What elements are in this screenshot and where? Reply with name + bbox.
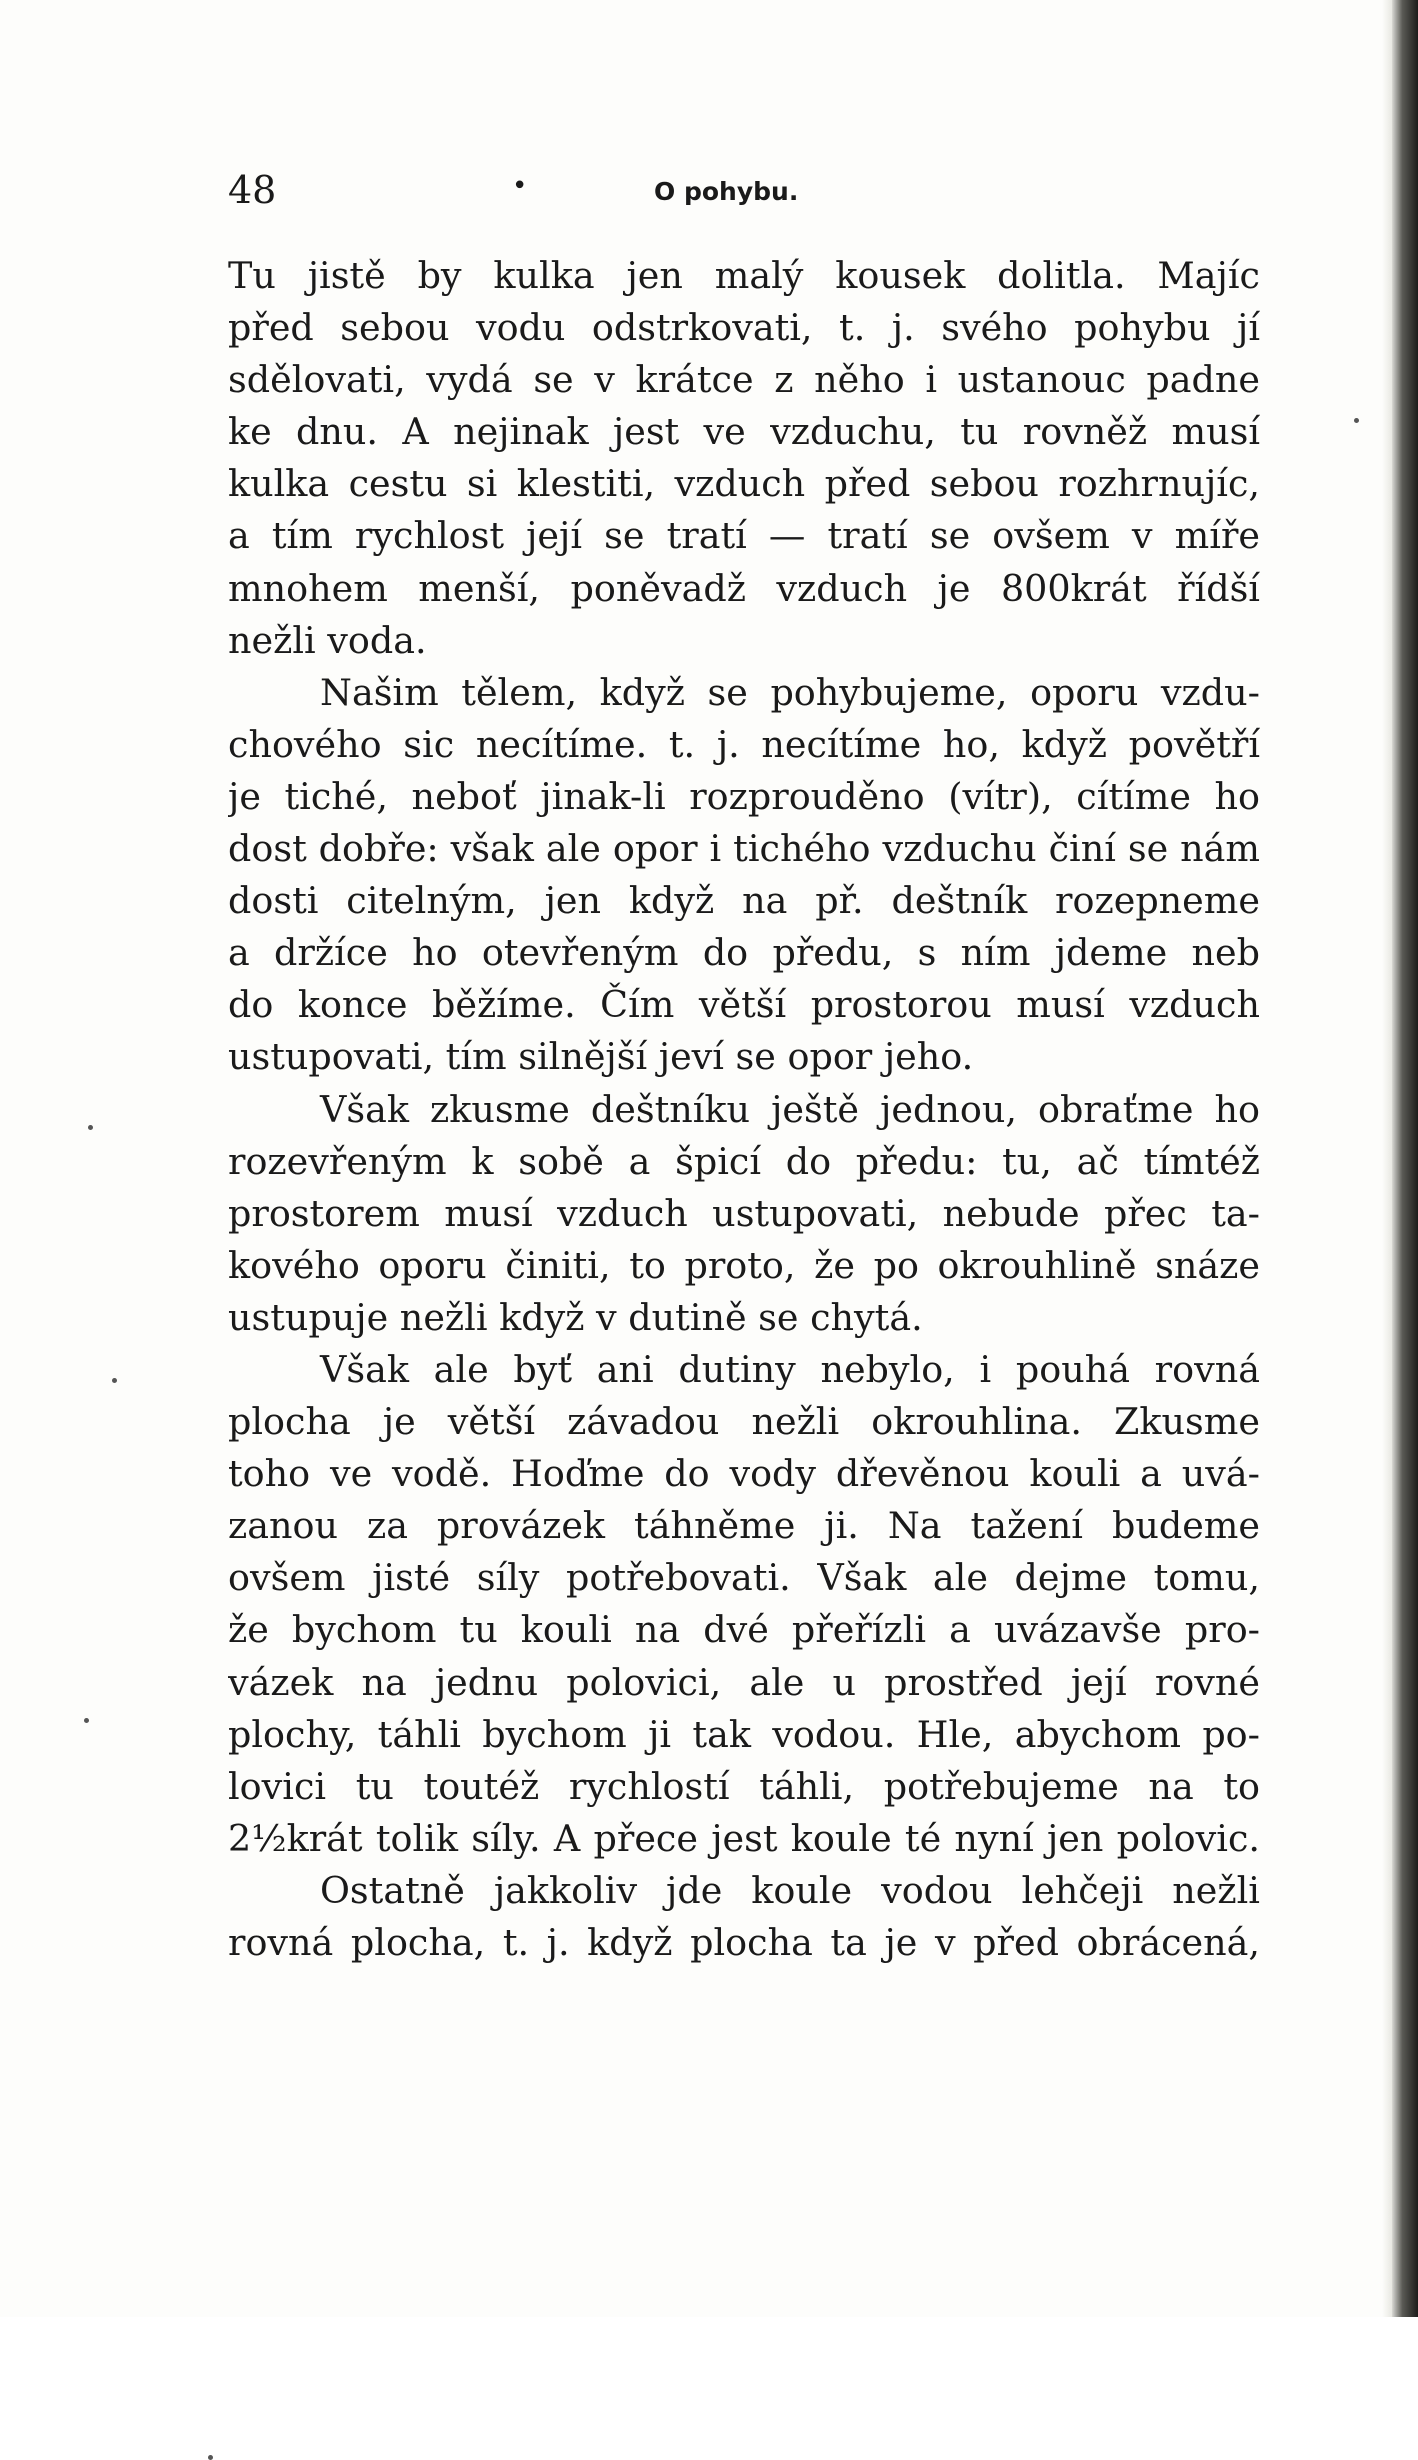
- text-line: mnohem menší, poněvadž vzduch je 800krát řídší: [228, 566, 1260, 610]
- text-line: Však zkusme deštníku ještě jednou, obraťme ho: [320, 1087, 1260, 1131]
- paper-speck: [88, 1125, 93, 1130]
- paper-speck: [1354, 418, 1359, 423]
- text-line: Ostatně jakkoliv jde koule vodou lehčeji nežli: [320, 1868, 1260, 1912]
- text-line: prostorem musí vzduch ustupovati, nebude přec ta-: [228, 1191, 1260, 1235]
- text-line: Však ale byť ani dutiny nebylo, i pouhá rovná: [320, 1347, 1260, 1391]
- text-line: ovšem jisté síly potřebovati. Však ale dejme tomu,: [228, 1556, 1260, 1600]
- paper-speck: [112, 1378, 117, 1383]
- text-line: lovici tu toutéž rychlostí táhli, potřebujeme na to: [228, 1764, 1260, 1808]
- page-gutter-shadow: [1382, 0, 1392, 2317]
- text-line: ke dnu. A nejinak jest ve vzduchu, tu rovněž musí: [228, 410, 1260, 454]
- text-line: ustupovati, tím silnější jeví se opor jeho.: [228, 1035, 974, 1079]
- text-line: kového oporu činiti, to proto, že po okrouhlině snáze: [228, 1243, 1260, 1287]
- text-line: ustupuje nežli když v dutině se chytá.: [228, 1295, 923, 1339]
- text-line: a tím rychlost její se tratí — tratí se ovšem v míře: [228, 514, 1260, 558]
- text-line: dost dobře: však ale opor i tichého vzduchu činí se nám: [228, 827, 1260, 871]
- text-line: 2½krát tolik síly. A přece jest koule té nyní jen polovic.: [228, 1816, 1260, 1860]
- text-line: dosti citelným, jen když na př. deštník rozepneme: [228, 879, 1260, 923]
- paper-speck: [84, 1718, 89, 1723]
- page-binding-edge: [1392, 0, 1418, 2317]
- text-line: Tu jistě by kulka jen malý kousek dolitla. Majíc: [228, 254, 1260, 297]
- text-line: plocha je větší závadou nežli okrouhlina. Zkusme: [228, 1400, 1260, 1444]
- text-line: před sebou vodu odstrkovati, t. j. svého pohybu jí: [228, 306, 1260, 350]
- page-number: 48: [228, 168, 277, 212]
- text-line: a držíce ho otevřeným do předu, s ním jdeme neb: [228, 931, 1260, 975]
- text-line: sdělovati, vydá se v krátce z něho i ustanouc padne: [228, 358, 1260, 402]
- text-line: toho ve vodě. Hoďme do vody dřevěnou kouli a uvá-: [228, 1452, 1260, 1496]
- running-title: O pohybu.: [654, 177, 799, 206]
- text-line: kulka cestu si klestiti, vzduch před sebou rozhrnujíc,: [228, 462, 1260, 506]
- text-line: že bychom tu kouli na dvé přeřízli a uvázavše pro-: [228, 1608, 1260, 1652]
- page-header: [228, 168, 1278, 212]
- text-line: plochy, táhli bychom ji tak vodou. Hle, abychom po-: [228, 1712, 1260, 1756]
- text-line: Našim tělem, když se pohybujeme, oporu vzdu-: [320, 670, 1260, 714]
- text-line: zanou za provázek táhněme ji. Na tažení budeme: [228, 1504, 1260, 1548]
- text-line: je tiché, neboť jinak-li rozprouděno (vítr), cítíme ho: [228, 774, 1260, 818]
- text-line: do konce běžíme. Čím větší prostorou musí vzduch: [228, 983, 1260, 1027]
- text-line: chového sic necítíme. t. j. necítíme ho, když povětří: [228, 722, 1260, 766]
- header-mark: •: [512, 171, 528, 201]
- text-line: vázek na jednu polovici, ale u prostřed její rovné: [228, 1660, 1260, 1704]
- body-text: [228, 250, 1260, 1969]
- text-line: nežli voda.: [228, 618, 427, 662]
- paper-speck: [208, 2455, 213, 2460]
- text-line: rozevřeným k sobě a špicí do předu: tu, ač tímtéž: [228, 1139, 1260, 1183]
- text-line: rovná plocha, t. j. když plocha ta je v před obrácená,: [228, 1921, 1260, 1964]
